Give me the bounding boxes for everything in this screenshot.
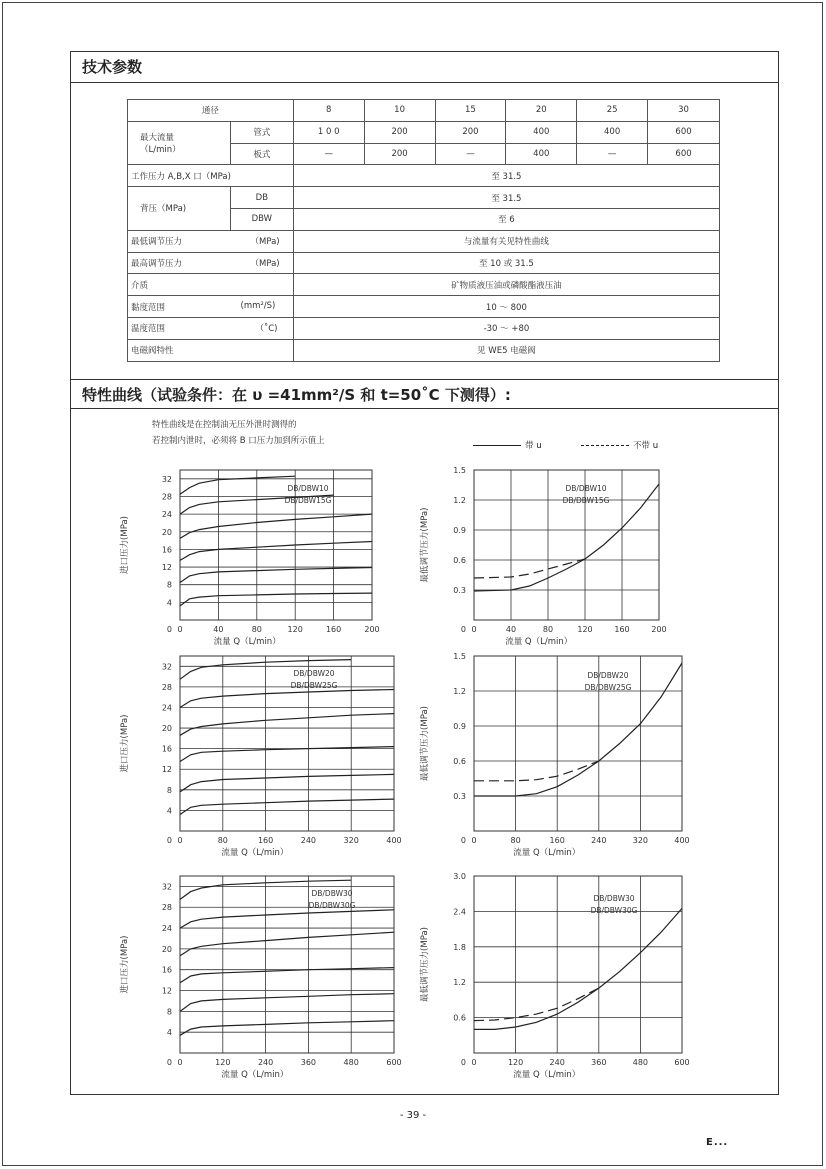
table-row bbox=[128, 252, 720, 274]
table-cell: 10 bbox=[364, 100, 435, 122]
y-tick-label: 3.0 bbox=[453, 872, 466, 881]
y-tick-label: 0 bbox=[460, 1058, 466, 1067]
y-tick-label: 20 bbox=[161, 944, 172, 954]
y-tick-label: 0.3 bbox=[453, 586, 466, 595]
model-label: DB/DBW25G bbox=[584, 683, 632, 692]
model-label: DB/DBW25G bbox=[290, 681, 338, 690]
x-tick-label: 480 bbox=[343, 1058, 359, 1067]
x-tick-label: 0 bbox=[177, 836, 183, 845]
x-tick-label: 40 bbox=[505, 625, 517, 634]
x-axis-label: 流量 Q（L/min） bbox=[505, 637, 573, 647]
x-tick-label: 160 bbox=[257, 836, 274, 845]
table-cell: 至 31.5 bbox=[293, 165, 719, 187]
spec-table bbox=[127, 99, 720, 362]
x-tick-label: 360 bbox=[591, 1058, 607, 1067]
table-cell: — bbox=[435, 143, 506, 165]
table-cell bbox=[128, 317, 294, 339]
y-tick-label: 12 bbox=[161, 986, 172, 996]
note-line-1: 特性曲线是在控制油无压外泄时测得的 bbox=[152, 420, 297, 430]
y-tick-label: 0.6 bbox=[453, 1013, 466, 1023]
table-cell: 工作压力 A,B,X 口（MPa) bbox=[128, 165, 294, 187]
legend-without-u: 不带 u bbox=[633, 441, 659, 451]
series-line bbox=[474, 761, 599, 781]
table-cell: 10 ～ 800 bbox=[293, 296, 719, 318]
table-cell bbox=[128, 252, 294, 274]
table-cell: 管式 bbox=[230, 121, 293, 143]
model-label: DB/DBW30G bbox=[590, 906, 638, 915]
table-row bbox=[128, 296, 720, 318]
table-cell: 200 bbox=[364, 121, 435, 143]
x-tick-label: 240 bbox=[549, 1058, 565, 1067]
min-adjust-label: 最低调节压力 bbox=[131, 237, 183, 248]
section-title-tech-params: 技术参数 bbox=[70, 51, 779, 83]
table-cell: 板式 bbox=[230, 143, 293, 165]
y-tick-label: 0.9 bbox=[453, 722, 466, 731]
table-cell: 通径 bbox=[128, 100, 294, 122]
x-tick-label: 600 bbox=[386, 1058, 402, 1067]
y-tick-label: 4 bbox=[166, 806, 172, 816]
plot-frame bbox=[180, 470, 372, 620]
table-cell: 1 0 0 bbox=[293, 121, 364, 143]
table-cell: 600 bbox=[648, 121, 720, 143]
table-row bbox=[128, 339, 720, 361]
series-line bbox=[180, 994, 394, 1012]
x-tick-label: 80 bbox=[510, 836, 521, 845]
y-axis-label: 进口压力(MPa) bbox=[120, 935, 130, 994]
y-axis-label: 进口压力(MPa) bbox=[120, 516, 130, 574]
table-cell: -30 ～ +80 bbox=[293, 317, 719, 339]
table-cell: 400 bbox=[506, 121, 577, 143]
x-tick-label: 240 bbox=[257, 1058, 274, 1067]
x-tick-label: 320 bbox=[343, 836, 359, 845]
table-cell: 400 bbox=[577, 121, 648, 143]
legend-dashed-line bbox=[581, 445, 629, 446]
viscosity-label: 黏度范围 bbox=[131, 302, 166, 313]
max-flow-label: 最大流量 bbox=[140, 133, 175, 144]
plot-frame bbox=[474, 876, 682, 1053]
x-tick-label: 200 bbox=[651, 625, 667, 634]
table-cell: 至 10 或 31.5 bbox=[293, 252, 719, 274]
x-axis-label: 流量 Q（L/min） bbox=[213, 637, 281, 647]
table-cell: DBW bbox=[230, 208, 293, 230]
y-axis-label: 最低调节压力(MPa) bbox=[420, 706, 430, 781]
table-cell: 15 bbox=[435, 100, 506, 122]
x-tick-label: 0 bbox=[177, 1058, 183, 1067]
y-axis-label: 最低调节压力(MPa) bbox=[420, 927, 430, 1002]
table-cell: 至 6 bbox=[293, 208, 719, 230]
y-tick-label: 28 bbox=[161, 903, 172, 913]
x-tick-label: 600 bbox=[674, 1058, 690, 1067]
y-tick-label: 0 bbox=[166, 836, 172, 845]
legend-solid-line bbox=[473, 445, 521, 446]
chart-min-pressure-30 bbox=[418, 868, 703, 1084]
x-tick-label: 120 bbox=[287, 625, 303, 634]
model-label: DB/DBW15G bbox=[284, 496, 332, 505]
table-cell bbox=[128, 296, 294, 318]
y-tick-label: 12 bbox=[161, 563, 172, 573]
x-tick-label: 0 bbox=[471, 625, 477, 634]
y-tick-label: 28 bbox=[161, 682, 172, 692]
table-cell: 600 bbox=[648, 143, 720, 165]
series-line bbox=[180, 690, 394, 708]
viscosity-unit: (mm²/S) bbox=[240, 300, 276, 311]
y-tick-label: 4 bbox=[166, 598, 172, 608]
table-cell: DB bbox=[230, 187, 293, 209]
legend-with-u: 带 u bbox=[525, 441, 542, 451]
x-tick-label: 0 bbox=[471, 1058, 477, 1067]
y-tick-label: 1.8 bbox=[453, 942, 466, 952]
x-axis-label: 流量 Q（L/min） bbox=[221, 848, 289, 858]
y-tick-label: 2.4 bbox=[453, 907, 466, 917]
page-number: - 39 - bbox=[399, 1110, 427, 1121]
note-line-2: 若控制内泄时，必须将 B 口压力加到所示值上 bbox=[152, 436, 325, 446]
table-cell: — bbox=[293, 143, 364, 165]
model-label: DB/DBW20 bbox=[587, 671, 629, 680]
max-adjust-label: 最高调节压力 bbox=[131, 258, 183, 269]
y-tick-label: 1.5 bbox=[453, 652, 466, 661]
x-tick-label: 160 bbox=[549, 836, 565, 845]
x-tick-label: 120 bbox=[215, 1058, 231, 1067]
y-tick-label: 24 bbox=[161, 703, 172, 713]
y-tick-label: 32 bbox=[161, 882, 172, 892]
x-tick-label: 80 bbox=[217, 836, 228, 845]
y-tick-label: 16 bbox=[161, 965, 172, 975]
series-line bbox=[180, 799, 394, 814]
model-label: DB/DBW30G bbox=[308, 901, 356, 910]
y-tick-label: 0.3 bbox=[453, 792, 466, 801]
chart-inlet-pressure-10 bbox=[118, 462, 388, 647]
y-tick-label: 1.2 bbox=[453, 978, 466, 988]
x-tick-label: 0 bbox=[177, 625, 183, 634]
series-line bbox=[180, 568, 372, 583]
table-cell: 200 bbox=[364, 143, 435, 165]
y-axis-label: 最低调节压力(MPa) bbox=[420, 507, 430, 583]
series-line bbox=[180, 514, 372, 538]
x-tick-label: 120 bbox=[507, 1058, 524, 1067]
y-tick-label: 16 bbox=[161, 744, 172, 754]
x-tick-label: 120 bbox=[577, 625, 593, 634]
y-tick-label: 0.6 bbox=[453, 757, 466, 766]
model-label: DB/DBW30 bbox=[593, 894, 635, 903]
series-line bbox=[180, 593, 372, 606]
x-tick-label: 160 bbox=[325, 625, 342, 634]
series-line bbox=[180, 1021, 394, 1036]
table-row bbox=[128, 121, 720, 143]
series-line bbox=[180, 542, 372, 561]
y-tick-label: 0 bbox=[460, 625, 466, 634]
table-cell: 200 bbox=[435, 121, 506, 143]
y-tick-label: 16 bbox=[161, 545, 172, 555]
y-tick-label: 4 bbox=[166, 1028, 172, 1038]
chart-min-pressure-20 bbox=[418, 648, 703, 866]
x-tick-label: 240 bbox=[591, 836, 607, 845]
table-cell: 至 31.5 bbox=[293, 187, 719, 209]
y-tick-label: 32 bbox=[161, 662, 172, 672]
x-tick-label: 400 bbox=[386, 836, 402, 845]
model-label: DB/DBW10 bbox=[565, 484, 607, 493]
y-tick-label: 1.2 bbox=[453, 687, 466, 696]
x-tick-label: 320 bbox=[632, 836, 649, 845]
chart-inlet-pressure-30 bbox=[118, 868, 408, 1084]
plot-frame bbox=[474, 656, 682, 831]
y-tick-label: 32 bbox=[161, 474, 172, 484]
table-row bbox=[128, 274, 720, 296]
y-tick-label: 0 bbox=[166, 625, 172, 634]
x-tick-label: 160 bbox=[614, 625, 630, 634]
y-tick-label: 0.6 bbox=[453, 556, 466, 565]
chart-inlet-pressure-20 bbox=[118, 648, 408, 866]
chart-min-pressure-10 bbox=[418, 462, 680, 647]
table-row bbox=[128, 317, 720, 339]
series-line bbox=[180, 932, 394, 956]
table-cell: 矿物质液压油或磷酸酯液压油 bbox=[293, 274, 719, 296]
model-label: DB/DBW30 bbox=[311, 889, 353, 898]
max-flow-unit: （L/min） bbox=[140, 145, 181, 156]
y-tick-label: 0 bbox=[166, 1058, 172, 1067]
temperature-label: 温度范围 bbox=[131, 324, 166, 335]
series-line bbox=[180, 714, 394, 736]
y-tick-label: 8 bbox=[166, 580, 172, 590]
x-tick-label: 80 bbox=[251, 625, 262, 634]
table-row bbox=[128, 230, 720, 252]
table-cell bbox=[128, 230, 294, 252]
y-tick-label: 12 bbox=[161, 765, 172, 775]
table-cell: 25 bbox=[577, 100, 648, 122]
table-cell: 见 WE5 电磁阀 bbox=[293, 339, 719, 361]
x-tick-label: 80 bbox=[542, 625, 554, 634]
table-cell: 电磁阀特性 bbox=[128, 339, 294, 361]
x-tick-label: 0 bbox=[471, 836, 477, 845]
temperature-unit: （˚C) bbox=[255, 324, 278, 335]
series-line bbox=[474, 908, 682, 1029]
y-axis-label: 进口压力(MPa) bbox=[120, 714, 130, 773]
series-line bbox=[180, 774, 394, 792]
y-tick-label: 1.2 bbox=[453, 496, 466, 505]
model-label: DB/DBW20 bbox=[293, 669, 335, 678]
x-tick-label: 400 bbox=[674, 836, 690, 845]
x-axis-label: 流量 Q（L/min） bbox=[221, 1070, 289, 1080]
max-adjust-unit: （MPa) bbox=[250, 258, 280, 269]
y-tick-label: 24 bbox=[161, 510, 172, 520]
series-line bbox=[474, 663, 682, 796]
model-label: DB/DBW15G bbox=[562, 496, 610, 505]
x-axis-label: 流量 Q（L/min） bbox=[513, 848, 581, 858]
series-line bbox=[474, 988, 599, 1021]
series-line bbox=[180, 910, 394, 928]
table-cell: 与流量有关见特性曲线 bbox=[293, 230, 719, 252]
table-cell bbox=[128, 121, 231, 165]
x-tick-label: 480 bbox=[632, 1058, 649, 1067]
y-tick-label: 0 bbox=[460, 836, 466, 845]
table-cell: 背压（MPa) bbox=[128, 187, 231, 231]
table-row bbox=[128, 187, 720, 209]
y-tick-label: 1.5 bbox=[453, 466, 466, 475]
table-cell: 8 bbox=[293, 100, 364, 122]
section-title-curves: 特性曲线（试验条件：在 υ =41mm²/S 和 t=50˚C 下测得）: bbox=[70, 379, 779, 409]
y-tick-label: 24 bbox=[161, 924, 172, 934]
y-tick-label: 0.9 bbox=[453, 526, 466, 535]
brand-logo: E... bbox=[706, 1137, 729, 1148]
y-tick-label: 28 bbox=[161, 492, 172, 502]
y-tick-label: 8 bbox=[166, 785, 172, 795]
model-label: DB/DBW10 bbox=[287, 484, 329, 493]
min-adjust-unit: （MPa) bbox=[250, 237, 280, 248]
table-cell: 20 bbox=[506, 100, 577, 122]
x-tick-label: 200 bbox=[364, 625, 380, 634]
table-cell: 介质 bbox=[128, 274, 294, 296]
table-row bbox=[128, 100, 720, 122]
x-tick-label: 40 bbox=[213, 625, 224, 634]
x-tick-label: 240 bbox=[300, 836, 317, 845]
x-tick-label: 360 bbox=[300, 1058, 317, 1067]
table-cell: 30 bbox=[648, 100, 720, 122]
x-axis-label: 流量 Q（L/min） bbox=[513, 1070, 581, 1080]
y-tick-label: 8 bbox=[166, 1007, 172, 1017]
table-cell: — bbox=[577, 143, 648, 165]
y-tick-label: 20 bbox=[161, 527, 172, 537]
y-tick-label: 20 bbox=[161, 724, 172, 734]
table-cell: 400 bbox=[506, 143, 577, 165]
table-row bbox=[128, 165, 720, 187]
